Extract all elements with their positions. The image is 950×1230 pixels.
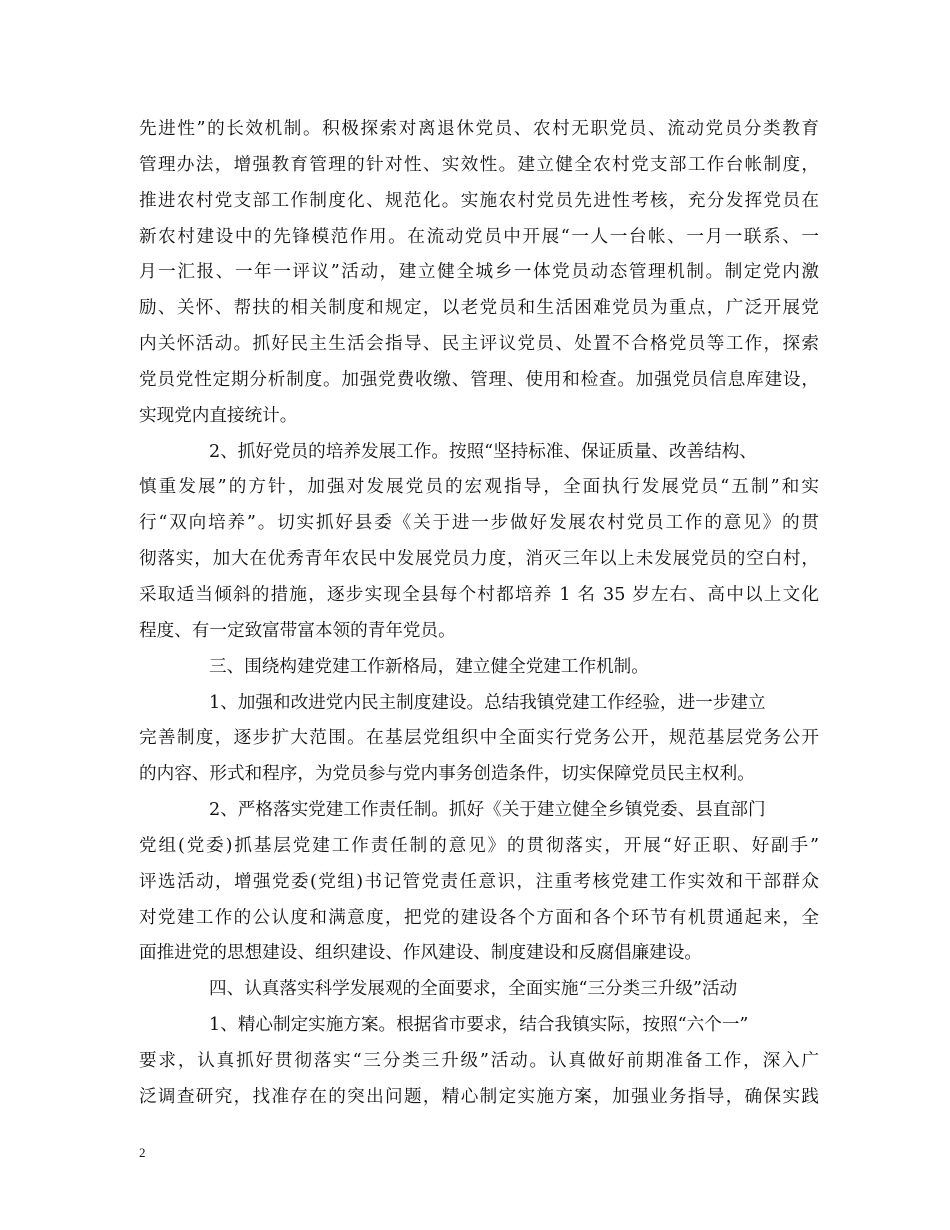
text-line: 三、围绕构建党建工作新格局，建立健全党建工作机制。 [209, 656, 649, 677]
text-line: 先进性”的长效机制。积极探索对离退休党员、农村无职党员、流动党员分类教育 [139, 119, 819, 139]
text-line: 管理办法，增强教育管理的针对性、实效性。建立健全农村党支部工作台帐制度， [139, 154, 819, 175]
text-line: 四、认真落实科学发展观的全面要求，全面实施“三分类三升级”活动 [209, 979, 738, 1000]
text-line: 实现党内直接统计。 [139, 405, 298, 426]
text-line: 程度、有一定致富带富本领的青年党员。 [139, 620, 456, 641]
text-line: 对党建工作的公认度和满意度，把党的建设各个方面和各个环节有机贯通起来，全 [139, 907, 819, 928]
page-number: 2 [139, 1145, 146, 1160]
text-line: 采取适当倾斜的措施，逐步实现全县每个村都培养 1 名 35 岁左右、高中以上文化 [139, 584, 819, 605]
text-line: 新农村建设中的先锋模范作用。在流动党员中开展“一人一台帐、一月一联系、一 [139, 226, 819, 247]
text-line: 1、精心制定实施方案。根据省市要求，结合我镇实际，按照“六个一” [209, 1015, 749, 1036]
text-line: 推进农村党支部工作制度化、规范化。实施农村党员先进性考核，充分发挥党员在 [139, 190, 819, 211]
text-line: 面推进党的思想建设、组织建设、作风建设、制度建设和反腐倡廉建设。 [139, 943, 703, 964]
text-line: 的内容、形式和程序，为党员参与党内事务创造条件，切实保障党员民主权利。 [139, 764, 755, 785]
text-line: 月一汇报、一年一评议”活动，建立健全城乡一体党员动态管理机制。制定党内激 [139, 262, 819, 283]
text-line: 励、关怀、帮扶的相关制度和规定，以老党员和生活困难党员为重点，广泛开展党 [139, 298, 819, 319]
document-body [139, 112, 819, 1116]
text-line: 要求，认真抓好贯彻落实“三分类三升级”活动。认真做好前期准备工作，深入广 [139, 1050, 819, 1071]
text-line: 评选活动，增强党委(党组)书记管党责任意识，注重考核党建工作实效和干部群众 [139, 871, 819, 892]
text-line: 泛调查研究，找准存在的突出问题，精心制定实施方案，加强业务指导，确保实践 [139, 1086, 819, 1107]
text-line: 慎重发展”的方针，加强对发展党员的宏观指导，全面执行发展党员“五制”和实 [139, 477, 819, 498]
text-line: 1、加强和改进党内民主制度建设。总结我镇党建工作经验，进一步建立 [209, 692, 766, 713]
text-line: 彻落实，加大在优秀青年农民中发展党员力度，消灭三年以上未发展党员的空白村， [139, 549, 819, 570]
text-line: 完善制度，逐步扩大范围。在基层党组织中全面实行党务公开，规范基层党务公开 [139, 728, 819, 749]
text-line: 内关怀活动。抓好民主生活会指导、民主评议党员、处置不合格党员等工作，探索 [139, 334, 819, 355]
text-line: 2、严格落实党建工作责任制。抓好《关于建立健全乡镇党委、县直部门 [209, 800, 766, 821]
text-line: 党员党性定期分析制度。加强党费收缴、管理、使用和检查。加强党员信息库建设， [139, 369, 819, 390]
text-line: 2、抓好党员的培养发展工作。按照“坚持标准、保证质量、改善结构、 [209, 441, 758, 462]
text-line: 党组(党委)抓基层党建工作责任制的意见》的贯彻落实，开展“好正职、好副手” [139, 835, 819, 856]
text-line: 行“双向培养”。切实抓好县委《关于进一步做好发展农村党员工作的意见》的贯 [139, 513, 819, 534]
